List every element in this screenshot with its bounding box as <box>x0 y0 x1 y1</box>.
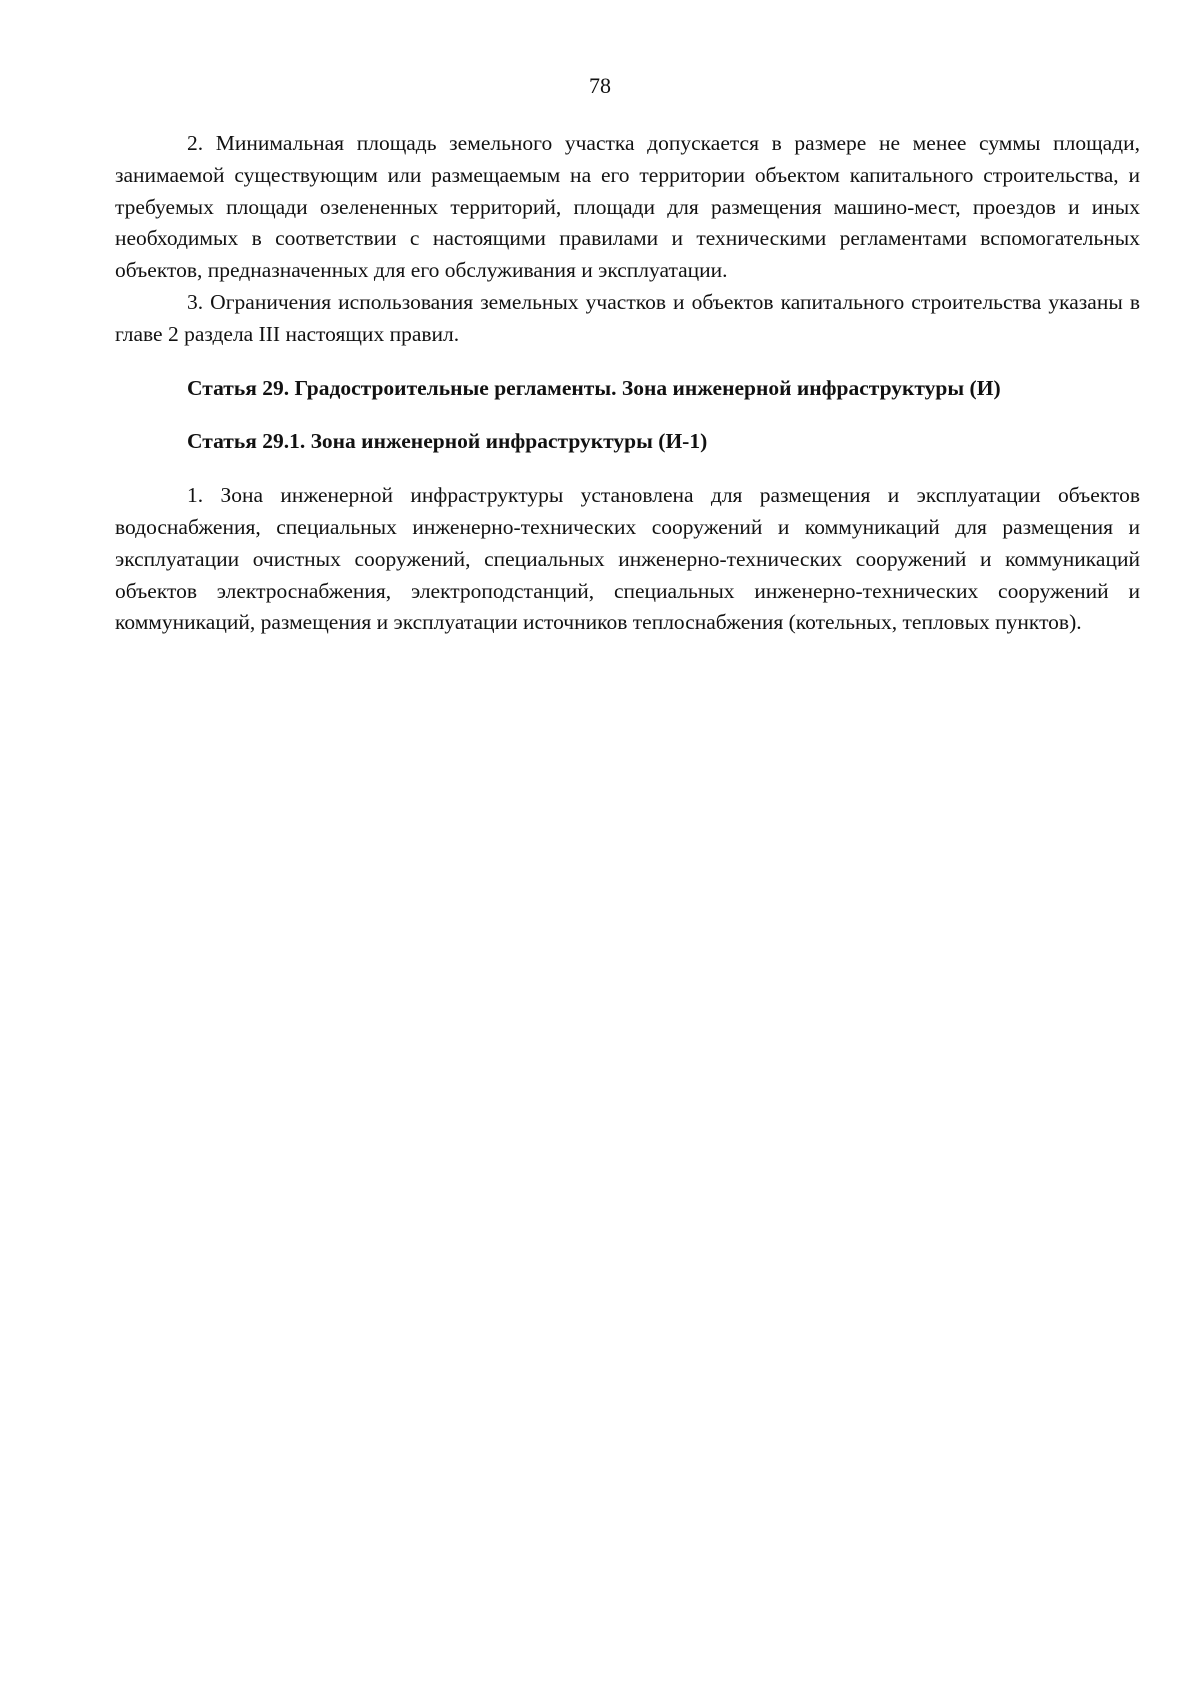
subarticle-heading: Статья 29.1. Зона инженерной инфраструктуры (И-1) <box>187 429 708 454</box>
page-content <box>115 128 1140 639</box>
paragraph-zone-description: 1. Зона инженерной инфраструктуры установлена для размещения и эксплуатации объектов водоснабжения, специальных инженерно-технических сооружений и коммуникаций для размещения и эксплуатации очистных сооружений, специальных инженерно-технических сооружений и коммуникаций объектов электроснабжения, электроподстанций, специальных инженерно-технических сооружений и коммуникаций, размещения и эксплуатации источников теплоснабжения (котельных, тепловых пунктов). <box>115 483 1140 635</box>
paragraph-min-area: 2. Минимальная площадь земельного участка допускается в размере не менее суммы площади, занимаемой существующим или размещаемым на его территории объектом капитального строительства, и требуемых площади озелененных территорий, площади для размещения машино-мест, проездов и иных необходимых в соответствии с настоящими правилами и техническими регламентами вспомогательных объектов, предназначенных для его обслуживания и эксплуатации. <box>115 131 1140 283</box>
page-number: 78 <box>589 73 611 98</box>
paragraph-restrictions: 3. Ограничения использования земельных участков и объектов капитального строительства указаны в главе 2 раздела III настоящих правил. <box>115 289 1140 346</box>
article-heading: Статья 29. Градостроительные регламенты. Зона инженерной инфраструктуры (И) <box>187 375 1001 400</box>
